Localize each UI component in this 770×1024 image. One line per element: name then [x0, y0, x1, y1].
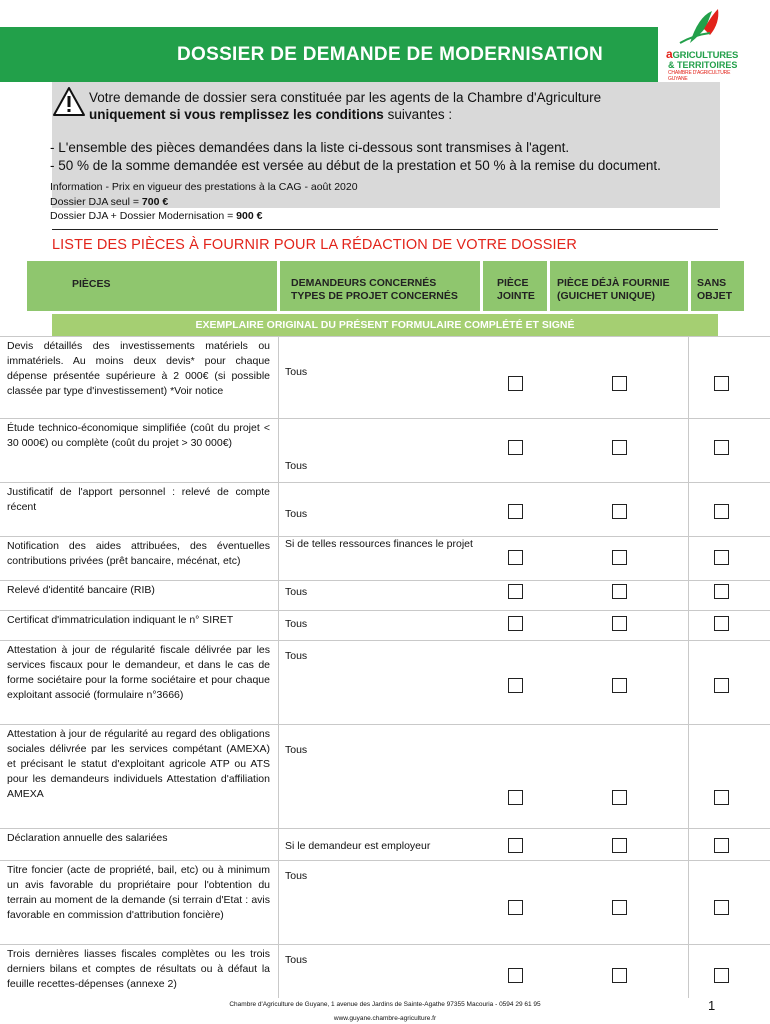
sans-objet-checkbox[interactable]: [714, 900, 729, 915]
piece-description: Justificatif de l'apport personnel : relevé de compte récent: [7, 486, 270, 513]
header-piece-jointe: PIÈCE JOINTE: [483, 261, 547, 311]
table-row: [0, 482, 770, 536]
table-row: [0, 536, 770, 580]
demandeurs-concernes: Tous: [285, 508, 308, 520]
piece-jointe-checkbox[interactable]: [508, 616, 523, 631]
piece-deja-fournie-checkbox[interactable]: [612, 376, 627, 391]
warning-bullet2: - 50 % de la somme demandée est versée au début de la prestation et 50 % à la remise du document.: [50, 158, 661, 173]
header-sans-objet: SANS OBJET: [691, 261, 744, 311]
piece-deja-fournie-checkbox[interactable]: [612, 440, 627, 455]
piece-deja-fournie-checkbox[interactable]: [612, 678, 627, 693]
row-divider: [0, 724, 770, 725]
piece-jointe-checkbox[interactable]: [508, 968, 523, 983]
row-divider: [0, 336, 770, 337]
sans-objet-checkbox[interactable]: [714, 504, 729, 519]
logo-line1: aGRICULTURES: [666, 47, 739, 61]
row-divider: [0, 860, 770, 861]
row-divider: [0, 418, 770, 419]
piece-jointe-checkbox[interactable]: [508, 376, 523, 391]
page-number: 1: [708, 998, 716, 1013]
piece-deja-fournie-checkbox[interactable]: [612, 968, 627, 983]
page-title: DOSSIER DE DEMANDE DE MODERNISATION: [177, 44, 604, 65]
piece-jointe-checkbox[interactable]: [508, 584, 523, 599]
row-divider: [0, 944, 770, 945]
table-row: [0, 828, 770, 860]
row-divider: [0, 640, 770, 641]
original-form-band: EXEMPLAIRE ORIGINAL DU PRÉSENT FORMULAIRE COMPLÉTÉ ET SIGNÉ: [52, 314, 718, 336]
sans-objet-checkbox[interactable]: [714, 584, 729, 599]
table-row: [0, 724, 770, 828]
piece-description: Déclaration annuelle des salariées: [7, 832, 168, 844]
table-row: [0, 860, 770, 944]
warning-line1: Votre demande de dossier sera constituée par les agents de la Chambre d'Agriculture: [89, 90, 602, 105]
demandeurs-concernes: Tous: [285, 618, 308, 630]
piece-description: Attestation à jour de régularité au regard des obligations sociales délivrée par les services compétant (AMEXA) et précisant le statut d'exploitant agricole ATP ou ATS pour les demandeurs individuels Attestation d'affiliation AMEXA: [7, 728, 270, 800]
piece-description: Étude technico-économique simplifiée (coût du projet < 30 000€) ou complète (coût du projet > 30 000€): [7, 422, 270, 449]
piece-deja-fournie-checkbox[interactable]: [612, 790, 627, 805]
piece-jointe-checkbox[interactable]: [508, 900, 523, 915]
piece-deja-fournie-checkbox[interactable]: [612, 900, 627, 915]
warning-icon: [52, 86, 86, 118]
sans-objet-checkbox[interactable]: [714, 678, 729, 693]
logo-mark-icon: [660, 5, 770, 47]
sans-objet-checkbox[interactable]: [714, 550, 729, 565]
demandeurs-concernes: Si le demandeur est employeur: [285, 840, 431, 852]
sans-objet-checkbox[interactable]: [714, 838, 729, 853]
section-divider: [52, 229, 718, 230]
piece-deja-fournie-checkbox[interactable]: [612, 838, 627, 853]
piece-deja-fournie-checkbox[interactable]: [612, 550, 627, 565]
demandeurs-concernes: Tous: [285, 366, 308, 378]
piece-description: Attestation à jour de régularité fiscale délivrée par les services fiscaux pour le demandeur, et dans le cas de forme sociétaire pour la forme sociétaire et pour chaque exploitant associé (formulaire n°3666): [7, 644, 270, 701]
demandeurs-concernes: Tous: [285, 460, 308, 472]
footer-address: Chambre d'Agriculture de Guyane, 1 avenue des Jardins de Sainte-Agathe 97355 Macouria - 0594 29 61 95: [229, 1001, 541, 1008]
piece-description: Notification des aides attribuées, des éventuelles contributions privées (prêt bancaire, mécénat, etc): [7, 540, 270, 567]
footer-website: www.guyane.chambre-agriculture.fr: [333, 1015, 437, 1022]
table-row: [0, 944, 770, 1000]
info-price-dja-modernisation: Dossier DJA + Dossier Modernisation = 900 €: [50, 210, 263, 222]
piece-deja-fournie-checkbox[interactable]: [612, 504, 627, 519]
row-divider: [0, 610, 770, 611]
warning-bullet1: - L'ensemble des pièces demandées dans la liste ci-dessous sont transmises à l'agent.: [50, 140, 570, 155]
demandeurs-concernes: Si de telles ressources finances le projet: [285, 538, 473, 550]
row-divider: [0, 482, 770, 483]
header-pieces: PIÈCES: [27, 261, 277, 311]
list-title: LISTE DES PIÈCES À FOURNIR POUR LA RÉDACTION DE VOTRE DOSSIER: [52, 237, 577, 253]
info-line1: Information - Prix en vigueur des prestations à la CAG - août 2020: [50, 181, 358, 193]
logo: [660, 5, 770, 87]
demandeurs-concernes: Tous: [285, 744, 308, 756]
info-price-dja: Dossier DJA seul = 700 €: [50, 196, 169, 208]
piece-jointe-checkbox[interactable]: [508, 504, 523, 519]
piece-description: Certificat d'immatriculation indiquant le n° SIRET: [7, 614, 234, 626]
logo-line2: & TERRITOIRES: [668, 60, 738, 70]
piece-jointe-checkbox[interactable]: [508, 440, 523, 455]
piece-description: Devis détaillés des investissements matériels ou immatériels. Au moins deux devis* pour chaque dépense présentée supérieure à 2 000€ (si possible classée par type d'investissement) *Voir notice: [7, 340, 270, 397]
sans-objet-checkbox[interactable]: [714, 440, 729, 455]
piece-jointe-checkbox[interactable]: [508, 790, 523, 805]
demandeurs-concernes: Tous: [285, 954, 308, 966]
piece-jointe-checkbox[interactable]: [508, 678, 523, 693]
demandeurs-concernes: Tous: [285, 870, 308, 882]
sans-objet-checkbox[interactable]: [714, 376, 729, 391]
piece-deja-fournie-checkbox[interactable]: [612, 616, 627, 631]
sans-objet-checkbox[interactable]: [714, 616, 729, 631]
piece-deja-fournie-checkbox[interactable]: [612, 584, 627, 599]
row-divider: [0, 580, 770, 581]
piece-jointe-checkbox[interactable]: [508, 550, 523, 565]
sans-objet-checkbox[interactable]: [714, 790, 729, 805]
header-demandeurs: DEMANDEURS CONCERNÉS TYPES DE PROJET CONCERNÉS: [280, 261, 480, 311]
table-row: [0, 610, 770, 640]
demandeurs-concernes: Tous: [285, 586, 308, 598]
table-row: [0, 640, 770, 724]
table-row: [0, 580, 770, 610]
warning-line2: uniquement si vous remplissez les conditions suivantes :: [89, 107, 453, 122]
header-piece-fournie: PIÈCE DÉJÀ FOURNIE (GUICHET UNIQUE): [550, 261, 688, 311]
table-row: [0, 418, 770, 482]
piece-jointe-checkbox[interactable]: [508, 838, 523, 853]
piece-description: Relevé d'identité bancaire (RIB): [7, 584, 155, 596]
header-bar: [0, 27, 658, 82]
row-divider: [0, 828, 770, 829]
table-row: [0, 336, 770, 418]
demandeurs-concernes: Tous: [285, 650, 308, 662]
sans-objet-checkbox[interactable]: [714, 968, 729, 983]
logo-line3: CHAMBRE D'AGRICULTURE GUYANE: [668, 70, 731, 82]
piece-description: Titre foncier (acte de propriété, bail, etc) ou à minimum un avis favorable du propriétaire pour l'obtention du terrain au moment de la demande (si terrain d'Etat : avis favorable en commission d'attribution foncière): [7, 864, 270, 921]
piece-description: Trois dernières liasses fiscales complètes ou les trois derniers bilans et comptes de résultats ou à défaut la feuille recettes-dépenses (annexe 2): [7, 948, 270, 990]
